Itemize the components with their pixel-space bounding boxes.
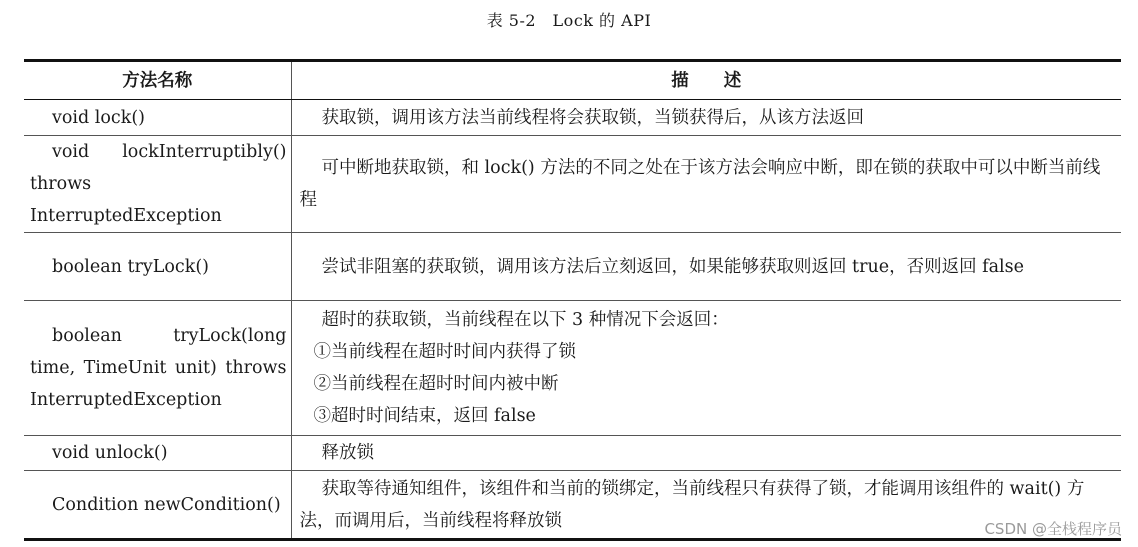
description-list-item: ②当前线程在超时时间内被中断 (313, 374, 559, 394)
table-row (24, 436, 1121, 471)
method-cell (24, 301, 291, 436)
table-row (24, 100, 1121, 136)
table-caption: 表 5-2 Lock 的 API (486, 11, 652, 30)
table-row (24, 471, 1121, 540)
method-cell: void unlock() (24, 436, 291, 471)
description-text: 可中断地获取锁，和 lock() 方法的不同之处在于该方法会响应中断，即在锁的获取中可以中断当前线程 (299, 158, 1101, 210)
description-line: 超时的获取锁，当前线程在以下 3 种情况下会返回： (321, 310, 729, 330)
watermark: CSDN @全栈程序员 (984, 520, 1122, 538)
description-cell (291, 436, 1121, 471)
method-line: InterruptedException (30, 390, 222, 410)
method-cell: void lock() (24, 100, 291, 136)
header-method-name: 方法名称 (24, 61, 291, 100)
description-cell (291, 100, 1121, 136)
header-description: 描 述 (291, 61, 1121, 100)
method-cell (24, 136, 291, 233)
table-row (24, 136, 1121, 233)
method-line: void lockInterruptibly() (52, 142, 287, 162)
table-row (24, 301, 1121, 436)
method-cell: boolean tryLock() (24, 233, 291, 301)
description-cell (291, 301, 1121, 436)
description-text: 获取等待通知组件，该组件和当前的锁绑定，当前线程只有获得了锁，才能调用该组件的 wait() 方法，而调用后，当前线程将释放锁 (299, 478, 1085, 531)
method-line: time, TimeUnit unit) throws (30, 358, 287, 378)
description-list-item: ①当前线程在超时时间内获得了锁 (313, 342, 576, 362)
description-text: 释放锁 (321, 443, 374, 463)
method-line: boolean tryLock(long (52, 326, 287, 346)
lock-api-table (24, 59, 1121, 541)
method-line: throws InterruptedException (30, 174, 222, 226)
table-header-row (24, 61, 1121, 100)
description-cell (291, 136, 1121, 233)
description-text: 获取锁，调用该方法当前线程将会获取锁，当锁获得后，从该方法返回 (321, 107, 864, 128)
description-list-item: ③超时时间结束，返回 false (313, 406, 536, 426)
description-cell (291, 233, 1121, 301)
table-row (24, 233, 1121, 301)
description-text: 尝试非阻塞的获取锁，调用该方法后立刻返回，如果能够获取则返回 true，否则返回 false (321, 256, 1024, 277)
method-cell: Condition newCondition() (24, 471, 291, 540)
